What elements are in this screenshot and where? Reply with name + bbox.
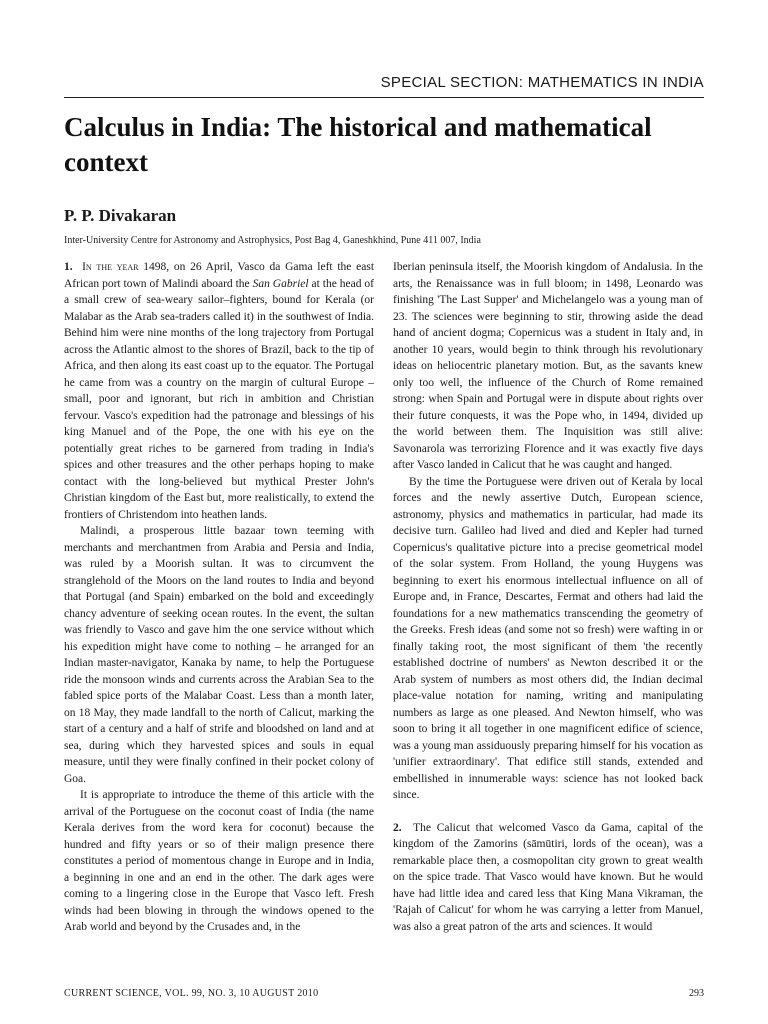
paragraph-2: Malindi, a prosperous little bazaar town teeming with merchants and merchantmen from Arabia and Persia and India, was ruled by a Moorish sultan. It was to circumvent the stranglehold of the Moors on the land routes to India and beyond that Portugal (and Spain) embarked on the bold and exceedingly chancy adventure of seeking ocean routes. In the event, the sultan was friendly to Vasco and gave him the one service without which his expedition might have come to nothing – he arranged for an Indian master-navigator, Kanaka by name, to help the Portuguese ride the monsoon winds and currents across the Arabian Sea to the fabled spice ports of the Malabar Coast. Less than a month later, on 18 May, they made landfall to the north of Calicut, marking the start of a century and a half of strife and bloodshed on land and at sea, during which they harvested spices and souls in equal measure, until they were finally confined in their pocket colony of Goa. — [64, 525, 374, 785]
author-name: P. P. Divakaran — [64, 206, 177, 225]
section-number-2: 2. — [393, 821, 402, 834]
page-number: 293 — [689, 988, 704, 999]
section-number-1: 1. — [64, 261, 73, 273]
paragraph-1 — [64, 259, 374, 523]
paragraph-6 — [393, 820, 703, 936]
lead-in: In the year — [82, 261, 139, 273]
footer-journal: CURRENT SCIENCE, VOL. 99, NO. 3, 10 AUGUST 2010 — [64, 988, 319, 999]
paragraph-3: It is appropriate to introduce the theme of this article with the arrival of the Portuguese on the coconut coast of India (the name Kerala derives from the word kera for coconut) because the hundred and fifty years or so of their malign presence there constitutes a period of momentous change in Europe and in India, a beginning in one and an end in the other. The dark ages were coming to a lingering close in the Europe that Vasco left. Fresh winds had been blowing in through the windows opened to the Arab world and beyond by the Crusades and, in the — [64, 789, 374, 933]
article-title: Calculus in India: The historical and mathematical context — [64, 112, 652, 177]
paragraph-4: Iberian peninsula itself, the Moorish kingdom of Andalusia. In the arts, the Renaissance was in full bloom; in 1498, Leonardo was finishing 'The Last Supper' and Michelangelo was a young man of 23. The sciences were beginning to stir, throwing aside the dead hand of ancient dogma; Copernicus was a student in Italy and, in another 10 years, would begin to think through his revolutionary ideas on heliocentric planetary motion. But, as the savants knew only too well, the influence of the Church of Rome remained strong: when Spain and Portugal were in dispute about rights over their future conquests, it was the Pope who, in 1494, divided up the world between them. The Inquisition was still alive: Savonarola was terrorizing Florence and it was exactly five days after Vasco landed in Calicut that he was caught and hanged. — [393, 261, 703, 471]
header-rule — [64, 97, 704, 98]
column-left — [64, 259, 374, 979]
paragraph-6-text: The Calicut that welcomed Vasco da Gama, capital of the kingdom of the Zamorins (sāmūtiri, lords of the ocean), was a remarkable place then, a cosmopolitan city grown to great wealth on the spice trade. That Vasco would have known. But he would have had little idea and cared less that King Mana Vikraman, the 'Rajah of Calicut' for whom he was carrying a letter from Manuel, was also a great patron of the arts and sciences. It would — [393, 821, 703, 933]
author-affiliation: Inter-University Centre for Astronomy and Astrophysics, Post Bag 4, Ganeshkhind, Pune 411 007, India — [64, 235, 481, 246]
column-right — [393, 259, 703, 979]
paragraph-1-text: 1498, on 26 April, Vasco da Gama left the east African port town of Malindi aboard the — [64, 261, 374, 290]
paragraph-5: By the time the Portuguese were driven out of Kerala by local forces and the newly assertive Dutch, European science, astronomy, physics and mathematics in particular, had made its decisive turn. Galileo had lived and died and Kepler had turned Copernicus's qualitative picture into a precise geometrical model of the solar system. From Holland, the young Huygens was beginning to exert his enormous intellectual influence on all of Europe and, in France, Descartes, Fermat and others had laid the foundations for a new mathematics transcending the geometry of the Greeks. Fresh ideas (and some not so fresh) were wafting in or finally taking root, the most significant of them 'the recently established doctrine of numbers' as Newton described it or the Arab system of numbers as most others did, the Indian decimal place-value notation for naming, writing and manipulating numbers as large as one pleased. And Newton himself, who was soon to bring it all together in one magnificent edifice of science, was a young man assiduously preparing himself for his vocation as 'unifier extraordinary'. That edifice still stands, extended and embellished in innumerable ways: science has not looked back since. — [393, 475, 703, 801]
paragraph-1-rest: at the head of a small crew of sea-weary sailor–fighters, bound for Kerala (or Malabar as the Arab sea-traders called it) in the southwest of India. Behind him were nine months of the long trajectory from Portugal across the Atlantic almost to the shores of Brazil, back to the tip of Africa, and then along its east coast up to the equator. The Portugal he came from was a country on the margin of cultural Europe – small, poor and ignorant, but rich in ambition and Christian fervour. Vasco's expedition had the patronage and blessings of his king Manuel and of the Pope, the one with his eye on the potentially great riches to be garnered from trading in India's spices and other treasures and the other perhaps hoping to make contact with the long-believed but mythical Prester John's Christian kingdom of the East but, more realistically, to extend the frontiers of Christendom into heathen lands. — [64, 277, 374, 521]
ship-name: San Gabriel — [252, 277, 309, 290]
section-header: SPECIAL SECTION: MATHEMATICS IN INDIA — [380, 74, 704, 91]
